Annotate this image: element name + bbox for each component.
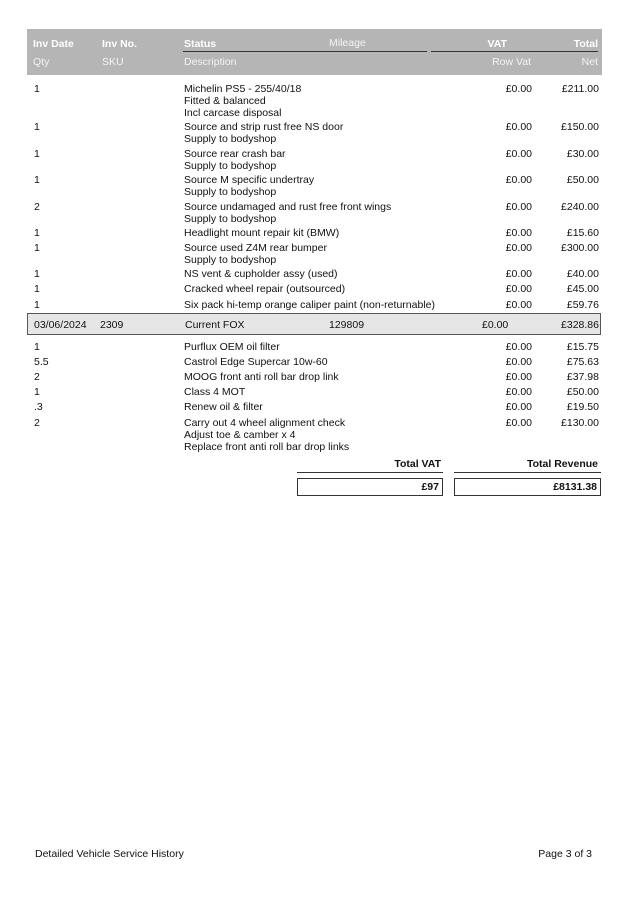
item-description <box>184 371 339 383</box>
item-description-line: Fitted & balanced <box>184 95 266 107</box>
item-description-line: Supply to bodyshop <box>184 186 277 198</box>
item-description <box>184 242 327 266</box>
item-description-line: Renew oil & filter <box>184 401 263 413</box>
header-sku: SKU <box>102 56 124 68</box>
item-net: £15.75 <box>566 341 599 353</box>
item-row-vat: £0.00 <box>505 174 532 186</box>
item-row-vat: £0.00 <box>505 148 532 160</box>
item-description-line: Carry out 4 wheel alignment check <box>184 417 346 429</box>
item-description <box>184 283 345 295</box>
item-row-vat: £0.00 <box>505 371 532 383</box>
item-description-line: Incl carcase disposal <box>184 107 282 119</box>
item-description-line: Replace front anti roll bar drop links <box>184 441 350 453</box>
item-net: £40.00 <box>566 268 599 280</box>
item-description-line: Source M specific undertray <box>184 174 315 186</box>
item-row-vat: £0.00 <box>505 268 532 280</box>
item-qty: 1 <box>34 242 40 254</box>
item-net: £240.00 <box>561 201 599 213</box>
header-total: Total <box>573 38 598 50</box>
item-net: £45.00 <box>566 283 599 295</box>
item-net: £15.60 <box>566 227 599 239</box>
item-qty: 1 <box>34 299 40 311</box>
item-description-line: Cracked wheel repair (outsourced) <box>184 283 346 295</box>
item-qty: 1 <box>34 341 40 353</box>
item-row-vat: £0.00 <box>505 201 532 213</box>
item-description <box>184 148 286 172</box>
item-description-line: Michelin PS5 - 255/40/18 <box>184 83 302 95</box>
item-description <box>184 356 328 368</box>
item-net: £19.50 <box>566 401 599 413</box>
item-qty: 1 <box>34 83 40 95</box>
item-description-line: NS vent & cupholder assy (used) <box>184 268 338 280</box>
item-description <box>184 83 301 119</box>
item-description-line: Source and strip rust free NS door <box>184 121 344 133</box>
item-description-line: Supply to bodyshop <box>184 213 277 225</box>
item-qty: 1 <box>34 148 40 160</box>
item-description <box>184 227 339 239</box>
total-revenue-label: Total Revenue <box>527 458 598 470</box>
item-row-vat: £0.00 <box>505 121 532 133</box>
item-qty: 1 <box>34 386 40 398</box>
item-row-vat: £0.00 <box>505 283 532 295</box>
item-description-line: Adjust toe & camber x 4 <box>184 429 296 441</box>
invoice-row <box>27 313 601 335</box>
item-description <box>184 401 263 413</box>
item-qty: 2 <box>34 201 40 213</box>
item-qty: 1 <box>34 268 40 280</box>
total-vat-underline <box>297 472 443 473</box>
header-qty: Qty <box>33 56 50 68</box>
item-description-line: Class 4 MOT <box>184 386 246 398</box>
item-row-vat: £0.00 <box>505 386 532 398</box>
item-row-vat: £0.00 <box>505 356 532 368</box>
item-net: £300.00 <box>561 242 599 254</box>
item-row-vat: £0.00 <box>505 227 532 239</box>
item-row-vat: £0.00 <box>505 417 532 429</box>
item-qty: 5.5 <box>34 356 49 368</box>
total-vat-value: £97 <box>421 481 439 493</box>
item-net: £50.00 <box>566 174 599 186</box>
header-underline-totals <box>431 51 598 52</box>
header-underline-status <box>183 51 427 52</box>
item-description-line: Headlight mount repair kit (BMW) <box>184 227 340 239</box>
header-vat: VAT <box>487 38 507 50</box>
item-description <box>184 201 391 225</box>
item-net: £75.63 <box>566 356 599 368</box>
item-row-vat: £0.00 <box>505 401 532 413</box>
invoice-date: 03/06/2024 <box>34 319 87 331</box>
header-inv-date: Inv Date <box>33 38 74 50</box>
item-description-line: Source undamaged and rust free front wings <box>184 201 392 213</box>
header-status: Status <box>184 38 217 50</box>
item-qty: 2 <box>34 417 40 429</box>
item-description-line: Source rear crash bar <box>184 148 286 160</box>
header-net: Net <box>581 56 598 68</box>
total-revenue-underline <box>454 472 601 473</box>
total-revenue-box <box>454 478 601 496</box>
item-description <box>184 299 435 311</box>
total-vat-box <box>297 478 443 496</box>
item-description-line: Castrol Edge Supercar 10w-60 <box>184 356 328 368</box>
item-description-line: Supply to bodyshop <box>184 254 277 266</box>
header-mileage: Mileage <box>329 37 366 49</box>
table-header <box>27 29 602 75</box>
item-description-line: Six pack hi-temp orange caliper paint (non-returnable) <box>184 299 435 311</box>
item-row-vat: £0.00 <box>505 341 532 353</box>
item-net: £130.00 <box>561 417 599 429</box>
item-qty: 1 <box>34 283 40 295</box>
item-description <box>184 341 280 353</box>
item-description <box>184 268 338 280</box>
invoice-total: £328.86 <box>561 319 599 331</box>
item-qty: .3 <box>34 401 43 413</box>
item-qty: 1 <box>34 174 40 186</box>
item-description <box>184 121 343 145</box>
footer-page: Page 3 of 3 <box>538 848 592 860</box>
item-net: £150.00 <box>561 121 599 133</box>
invoice-status: Current FOX <box>185 319 245 331</box>
invoice-vat: £0.00 <box>482 319 509 331</box>
item-description-line: Purflux OEM oil filter <box>184 341 280 353</box>
item-net: £50.00 <box>566 386 599 398</box>
item-description-line: Source used Z4M rear bumper <box>184 242 327 254</box>
item-row-vat: £0.00 <box>505 299 532 311</box>
item-qty: 1 <box>34 227 40 239</box>
total-revenue-value: £8131.38 <box>553 481 597 493</box>
footer-title: Detailed Vehicle Service History <box>35 848 184 860</box>
invoice-mileage: 129809 <box>329 319 365 331</box>
item-net: £30.00 <box>566 148 599 160</box>
item-net: £37.98 <box>566 371 599 383</box>
header-description: Description <box>184 56 237 68</box>
header-row-vat: Row Vat <box>492 56 531 68</box>
item-description-line: Supply to bodyshop <box>184 133 277 145</box>
header-inv-no: Inv No. <box>102 38 138 50</box>
item-description <box>184 386 245 398</box>
item-description-line: Supply to bodyshop <box>184 160 277 172</box>
item-qty: 1 <box>34 121 40 133</box>
item-description <box>184 174 314 198</box>
item-net: £59.76 <box>566 299 599 311</box>
item-description-line: MOOG front anti roll bar drop link <box>184 371 339 383</box>
item-row-vat: £0.00 <box>505 242 532 254</box>
item-description <box>184 417 349 453</box>
item-row-vat: £0.00 <box>505 83 532 95</box>
invoice-number: 2309 <box>100 319 124 331</box>
item-net: £211.00 <box>561 83 599 95</box>
total-vat-label: Total VAT <box>394 458 441 470</box>
item-qty: 2 <box>34 371 40 383</box>
